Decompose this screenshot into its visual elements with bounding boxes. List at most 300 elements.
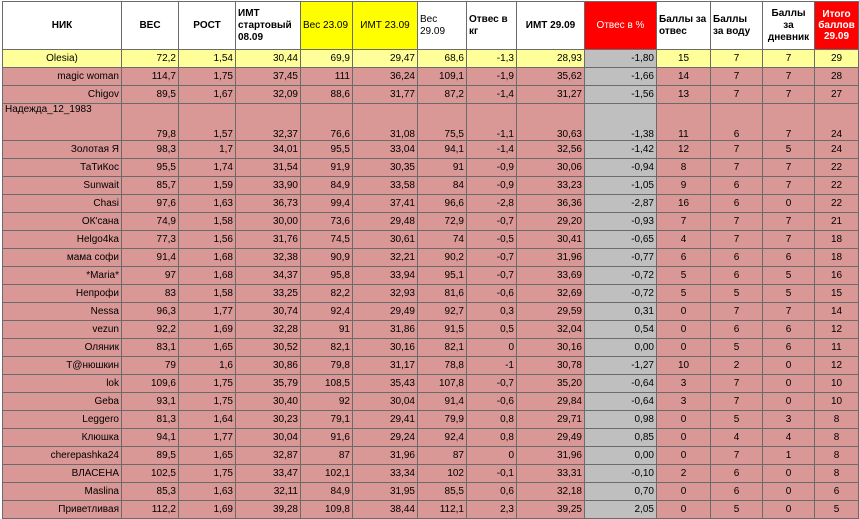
header-loss-kg: Отвес в кг: [467, 2, 517, 50]
cell-bmi-start: 32,37: [236, 104, 301, 141]
cell-weight: 85,3: [122, 483, 179, 501]
cell-weight-2309: 92: [301, 393, 353, 411]
cell-bmi-2309: 30,04: [353, 393, 418, 411]
cell-points-diary: 0: [763, 375, 815, 393]
cell-points-loss: 8: [657, 159, 711, 177]
cell-weight-2309: 84,9: [301, 177, 353, 195]
cell-weight-2909: 92,7: [418, 303, 467, 321]
table-row: [3, 50, 859, 68]
cell-bmi-start: 30,23: [236, 411, 301, 429]
cell-points-diary: 7: [763, 177, 815, 195]
cell-loss-pct: 0,54: [585, 321, 657, 339]
cell-weight-2909: 107,8: [418, 375, 467, 393]
cell-bmi-2309: 30,61: [353, 231, 418, 249]
cell-height: 1,63: [179, 195, 236, 213]
cell-points-diary: 5: [763, 285, 815, 303]
cell-total: 10: [815, 393, 859, 411]
cell-bmi-2309: 31,86: [353, 321, 418, 339]
table-row: [3, 141, 859, 159]
cell-loss-pct: -1,66: [585, 68, 657, 86]
cell-weight-2909: 95,1: [418, 267, 467, 285]
cell-total: 5: [815, 501, 859, 519]
cell-points-loss: 12: [657, 141, 711, 159]
cell-bmi-2309: 33,04: [353, 141, 418, 159]
cell-weight: 109,6: [122, 375, 179, 393]
table-row: [3, 339, 859, 357]
cell-weight: 83: [122, 285, 179, 303]
cell-bmi-2309: 32,21: [353, 249, 418, 267]
cell-bmi-2309: 31,96: [353, 447, 418, 465]
cell-bmi-2909: 32,18: [517, 483, 585, 501]
cell-height: 1,77: [179, 303, 236, 321]
cell-points-water: 7: [711, 231, 763, 249]
cell-loss-kg: -0,6: [467, 285, 517, 303]
cell-height: 1,59: [179, 177, 236, 195]
cell-points-diary: 7: [763, 213, 815, 231]
cell-loss-kg: 2,3: [467, 501, 517, 519]
cell-total: 14: [815, 303, 859, 321]
cell-weight-2309: 87: [301, 447, 353, 465]
cell-loss-kg: -0,5: [467, 231, 517, 249]
cell-bmi-2309: 36,24: [353, 68, 418, 86]
cell-weight: 79: [122, 357, 179, 375]
cell-bmi-start: 34,01: [236, 141, 301, 159]
cell-points-water: 5: [711, 411, 763, 429]
cell-weight-2309: 79,1: [301, 411, 353, 429]
cell-weight: 77,3: [122, 231, 179, 249]
cell-bmi-2309: 29,24: [353, 429, 418, 447]
cell-bmi-2309: 32,93: [353, 285, 418, 303]
cell-weight-2309: 84,9: [301, 483, 353, 501]
cell-total: 8: [815, 465, 859, 483]
cell-bmi-2909: 30,16: [517, 339, 585, 357]
cell-total: 16: [815, 267, 859, 285]
cell-loss-pct: -0,72: [585, 285, 657, 303]
cell-height: 1,63: [179, 483, 236, 501]
cell-nick: *Maria*: [3, 267, 122, 285]
cell-bmi-start: 39,28: [236, 501, 301, 519]
cell-total: 11: [815, 339, 859, 357]
cell-points-water: 7: [711, 393, 763, 411]
cell-loss-pct: -0,72: [585, 267, 657, 285]
cell-weight: 97,6: [122, 195, 179, 213]
table-row: [3, 429, 859, 447]
cell-weight-2309: 109,8: [301, 501, 353, 519]
cell-weight-2309: 90,9: [301, 249, 353, 267]
header-bmi-start: ИМТ стартовый 08.09: [236, 2, 301, 50]
cell-points-diary: 0: [763, 501, 815, 519]
table-row: [3, 86, 859, 104]
cell-weight-2909: 75,5: [418, 104, 467, 141]
cell-weight-2909: 72,9: [418, 213, 467, 231]
cell-loss-pct: -1,56: [585, 86, 657, 104]
cell-loss-pct: -0,65: [585, 231, 657, 249]
header-bmi-2309: ИМТ 23.09: [353, 2, 418, 50]
cell-loss-kg: 0,8: [467, 411, 517, 429]
cell-total: 8: [815, 411, 859, 429]
cell-loss-kg: -1,9: [467, 68, 517, 86]
cell-loss-pct: -1,42: [585, 141, 657, 159]
cell-total: 8: [815, 447, 859, 465]
cell-points-diary: 6: [763, 249, 815, 267]
cell-points-loss: 4: [657, 231, 711, 249]
table-row: [3, 177, 859, 195]
cell-loss-kg: -1,4: [467, 86, 517, 104]
cell-weight-2309: 91: [301, 321, 353, 339]
cell-weight-2909: 81,6: [418, 285, 467, 303]
cell-bmi-start: 30,04: [236, 429, 301, 447]
cell-weight-2909: 92,4: [418, 429, 467, 447]
cell-height: 1,68: [179, 249, 236, 267]
cell-weight-2309: 74,5: [301, 231, 353, 249]
cell-height: 1,56: [179, 231, 236, 249]
cell-bmi-2309: 29,49: [353, 303, 418, 321]
cell-bmi-2909: 31,96: [517, 249, 585, 267]
cell-points-diary: 7: [763, 231, 815, 249]
cell-weight-2909: 85,5: [418, 483, 467, 501]
cell-points-diary: 3: [763, 411, 815, 429]
cell-nick: magic woman: [3, 68, 122, 86]
cell-nick: Sunwait: [3, 177, 122, 195]
cell-weight: 92,2: [122, 321, 179, 339]
cell-total: 12: [815, 321, 859, 339]
cell-bmi-2909: 28,93: [517, 50, 585, 68]
cell-points-water: 7: [711, 447, 763, 465]
cell-weight: 94,1: [122, 429, 179, 447]
cell-total: 18: [815, 231, 859, 249]
header-bmi-2909: ИМТ 29.09: [517, 2, 585, 50]
cell-points-diary: 0: [763, 357, 815, 375]
cell-bmi-2309: 29,47: [353, 50, 418, 68]
cell-bmi-start: 33,25: [236, 285, 301, 303]
cell-total: 12: [815, 357, 859, 375]
cell-weight-2909: 68,6: [418, 50, 467, 68]
cell-bmi-2909: 29,84: [517, 393, 585, 411]
cell-weight-2909: 74: [418, 231, 467, 249]
cell-weight-2909: 96,6: [418, 195, 467, 213]
cell-height: 1,77: [179, 429, 236, 447]
cell-points-loss: 6: [657, 249, 711, 267]
cell-nick: мама софи: [3, 249, 122, 267]
cell-total: 28: [815, 68, 859, 86]
cell-loss-pct: 0,00: [585, 339, 657, 357]
cell-weight: 95,5: [122, 159, 179, 177]
cell-points-loss: 0: [657, 321, 711, 339]
cell-points-loss: 0: [657, 483, 711, 501]
cell-bmi-start: 30,44: [236, 50, 301, 68]
cell-bmi-start: 30,40: [236, 393, 301, 411]
cell-weight-2309: 95,5: [301, 141, 353, 159]
header-points-diary: Баллы за дневник: [763, 2, 815, 50]
cell-weight-2909: 87: [418, 447, 467, 465]
cell-bmi-2309: 38,44: [353, 501, 418, 519]
cell-bmi-start: 30,86: [236, 357, 301, 375]
cell-nick: ВЛАСЕНА: [3, 465, 122, 483]
cell-loss-kg: -0,7: [467, 267, 517, 285]
cell-weight: 79,8: [122, 104, 179, 141]
cell-weight-2309: 82,2: [301, 285, 353, 303]
cell-points-water: 6: [711, 195, 763, 213]
cell-height: 1,67: [179, 86, 236, 104]
header-weight-2909: Вес 29.09: [418, 2, 467, 50]
cell-nick: Клюшка: [3, 429, 122, 447]
cell-bmi-2909: 32,56: [517, 141, 585, 159]
cell-bmi-start: 32,38: [236, 249, 301, 267]
cell-loss-pct: -1,05: [585, 177, 657, 195]
cell-points-loss: 10: [657, 357, 711, 375]
cell-nick: Nessa: [3, 303, 122, 321]
cell-points-water: 6: [711, 267, 763, 285]
cell-loss-pct: 0,31: [585, 303, 657, 321]
cell-total: 8: [815, 429, 859, 447]
cell-points-water: 7: [711, 50, 763, 68]
cell-points-loss: 16: [657, 195, 711, 213]
cell-weight: 114,7: [122, 68, 179, 86]
cell-weight: 83,1: [122, 339, 179, 357]
cell-height: 1,54: [179, 50, 236, 68]
header-row: [3, 2, 859, 50]
header-loss-pct: Отвес в %: [585, 2, 657, 50]
cell-loss-kg: -1,4: [467, 141, 517, 159]
cell-nick: ОК'сана: [3, 213, 122, 231]
cell-weight-2309: 92,4: [301, 303, 353, 321]
cell-bmi-2309: 35,43: [353, 375, 418, 393]
cell-points-loss: 14: [657, 68, 711, 86]
cell-weight: 81,3: [122, 411, 179, 429]
header-weight-2309: Вес 23.09: [301, 2, 353, 50]
cell-points-water: 5: [711, 501, 763, 519]
cell-bmi-2909: 36,36: [517, 195, 585, 213]
cell-height: 1,69: [179, 501, 236, 519]
cell-nick: vezun: [3, 321, 122, 339]
table-row: [3, 393, 859, 411]
cell-nick: Leggero: [3, 411, 122, 429]
cell-loss-kg: 0,8: [467, 429, 517, 447]
cell-weight-2309: 102,1: [301, 465, 353, 483]
cell-bmi-2909: 29,20: [517, 213, 585, 231]
cell-weight-2309: 79,8: [301, 357, 353, 375]
cell-nick: Золотая Я: [3, 141, 122, 159]
cell-weight-2909: 79,9: [418, 411, 467, 429]
cell-nick: cherepashka24: [3, 447, 122, 465]
cell-points-diary: 6: [763, 321, 815, 339]
cell-bmi-start: 33,47: [236, 465, 301, 483]
cell-loss-pct: -1,38: [585, 104, 657, 141]
cell-points-water: 6: [711, 104, 763, 141]
cell-loss-pct: 0,85: [585, 429, 657, 447]
cell-loss-pct: 0,00: [585, 447, 657, 465]
cell-bmi-2909: 31,27: [517, 86, 585, 104]
cell-weight-2909: 90,2: [418, 249, 467, 267]
cell-loss-pct: -0,77: [585, 249, 657, 267]
cell-height: 1,75: [179, 393, 236, 411]
cell-points-water: 4: [711, 429, 763, 447]
cell-bmi-2909: 30,78: [517, 357, 585, 375]
cell-points-water: 7: [711, 303, 763, 321]
cell-loss-kg: -0,7: [467, 213, 517, 231]
cell-loss-pct: 2,05: [585, 501, 657, 519]
cell-total: 22: [815, 159, 859, 177]
cell-total: 22: [815, 195, 859, 213]
cell-bmi-start: 32,11: [236, 483, 301, 501]
cell-height: 1,68: [179, 267, 236, 285]
cell-weight-2309: 108,5: [301, 375, 353, 393]
cell-bmi-2909: 33,69: [517, 267, 585, 285]
cell-weight-2909: 91,5: [418, 321, 467, 339]
results-table: [2, 1, 859, 519]
table-row: [3, 267, 859, 285]
cell-points-water: 6: [711, 465, 763, 483]
table-row: [3, 357, 859, 375]
cell-bmi-2309: 30,35: [353, 159, 418, 177]
cell-loss-kg: 0,5: [467, 321, 517, 339]
cell-weight-2309: 82,1: [301, 339, 353, 357]
table-row: [3, 501, 859, 519]
table-row: [3, 231, 859, 249]
cell-bmi-2309: 33,34: [353, 465, 418, 483]
cell-bmi-2909: 35,20: [517, 375, 585, 393]
table-row: [3, 447, 859, 465]
cell-points-diary: 0: [763, 465, 815, 483]
cell-loss-pct: -0,64: [585, 393, 657, 411]
cell-points-water: 7: [711, 141, 763, 159]
cell-loss-kg: -2,8: [467, 195, 517, 213]
cell-bmi-2909: 35,62: [517, 68, 585, 86]
cell-points-loss: 5: [657, 267, 711, 285]
cell-total: 27: [815, 86, 859, 104]
cell-bmi-2309: 29,48: [353, 213, 418, 231]
header-points-water: Баллы за воду: [711, 2, 763, 50]
cell-loss-kg: -1,1: [467, 104, 517, 141]
cell-loss-pct: -2,87: [585, 195, 657, 213]
cell-nick: Maslina: [3, 483, 122, 501]
cell-height: 1,7: [179, 141, 236, 159]
table-row: [3, 375, 859, 393]
cell-weight: 98,3: [122, 141, 179, 159]
cell-loss-kg: -0,7: [467, 249, 517, 267]
header-points-loss: Баллы за отвес: [657, 2, 711, 50]
cell-nick: Приветливая: [3, 501, 122, 519]
cell-bmi-2909: 31,96: [517, 447, 585, 465]
cell-points-diary: 7: [763, 50, 815, 68]
cell-bmi-2909: 29,59: [517, 303, 585, 321]
cell-bmi-2909: 39,25: [517, 501, 585, 519]
cell-height: 1,6: [179, 357, 236, 375]
cell-loss-kg: 0: [467, 447, 517, 465]
cell-bmi-start: 30,52: [236, 339, 301, 357]
cell-bmi-start: 31,54: [236, 159, 301, 177]
cell-weight-2909: 109,1: [418, 68, 467, 86]
cell-points-loss: 5: [657, 285, 711, 303]
cell-weight-2309: 69,9: [301, 50, 353, 68]
cell-height: 1,58: [179, 213, 236, 231]
cell-bmi-2909: 32,69: [517, 285, 585, 303]
cell-weight: 96,3: [122, 303, 179, 321]
cell-total: 21: [815, 213, 859, 231]
cell-points-diary: 5: [763, 267, 815, 285]
cell-bmi-start: 33,90: [236, 177, 301, 195]
cell-bmi-2309: 31,77: [353, 86, 418, 104]
cell-bmi-start: 34,37: [236, 267, 301, 285]
cell-total: 6: [815, 483, 859, 501]
cell-weight-2909: 91,4: [418, 393, 467, 411]
cell-points-water: 6: [711, 177, 763, 195]
cell-bmi-2909: 29,49: [517, 429, 585, 447]
cell-points-loss: 15: [657, 50, 711, 68]
cell-weight-2909: 78,8: [418, 357, 467, 375]
cell-weight-2909: 87,2: [418, 86, 467, 104]
cell-points-water: 6: [711, 483, 763, 501]
cell-points-loss: 0: [657, 411, 711, 429]
cell-points-diary: 1: [763, 447, 815, 465]
cell-points-water: 7: [711, 86, 763, 104]
cell-nick: Chasi: [3, 195, 122, 213]
cell-weight-2309: 88,6: [301, 86, 353, 104]
table-row: [3, 195, 859, 213]
cell-loss-pct: -1,80: [585, 50, 657, 68]
cell-height: 1,75: [179, 68, 236, 86]
cell-points-diary: 7: [763, 104, 815, 141]
cell-height: 1,74: [179, 159, 236, 177]
table-row: [3, 249, 859, 267]
cell-weight: 91,4: [122, 249, 179, 267]
cell-points-loss: 0: [657, 501, 711, 519]
cell-loss-kg: 0,6: [467, 483, 517, 501]
table-row: [3, 303, 859, 321]
cell-weight-2309: 91,6: [301, 429, 353, 447]
cell-points-loss: 7: [657, 213, 711, 231]
cell-points-water: 7: [711, 68, 763, 86]
table-row: [3, 483, 859, 501]
header-weight: ВЕС: [122, 2, 179, 50]
cell-bmi-start: 32,09: [236, 86, 301, 104]
cell-bmi-start: 31,76: [236, 231, 301, 249]
cell-points-loss: 0: [657, 447, 711, 465]
table-row: [3, 104, 859, 141]
cell-nick: Geba: [3, 393, 122, 411]
cell-loss-kg: -1,3: [467, 50, 517, 68]
cell-bmi-start: 37,45: [236, 68, 301, 86]
table-row: [3, 213, 859, 231]
cell-bmi-2309: 37,41: [353, 195, 418, 213]
cell-weight-2309: 95,8: [301, 267, 353, 285]
cell-loss-pct: -0,10: [585, 465, 657, 483]
cell-bmi-2909: 29,71: [517, 411, 585, 429]
cell-height: 1,75: [179, 465, 236, 483]
cell-nick: ТаТиКос: [3, 159, 122, 177]
cell-height: 1,69: [179, 321, 236, 339]
cell-points-loss: 3: [657, 375, 711, 393]
cell-bmi-2909: 30,06: [517, 159, 585, 177]
cell-total: 15: [815, 285, 859, 303]
cell-points-water: 6: [711, 321, 763, 339]
cell-bmi-2909: 33,23: [517, 177, 585, 195]
cell-weight-2909: 91: [418, 159, 467, 177]
table-row: [3, 285, 859, 303]
cell-bmi-2909: 32,04: [517, 321, 585, 339]
cell-loss-kg: -0,7: [467, 375, 517, 393]
cell-points-water: 7: [711, 159, 763, 177]
cell-nick: Надежда_12_1983: [3, 104, 122, 141]
cell-points-diary: 5: [763, 141, 815, 159]
cell-points-water: 5: [711, 339, 763, 357]
cell-points-loss: 3: [657, 393, 711, 411]
cell-loss-pct: 0,70: [585, 483, 657, 501]
cell-bmi-start: 35,79: [236, 375, 301, 393]
cell-bmi-2909: 30,63: [517, 104, 585, 141]
cell-nick: lok: [3, 375, 122, 393]
cell-weight-2309: 91,9: [301, 159, 353, 177]
